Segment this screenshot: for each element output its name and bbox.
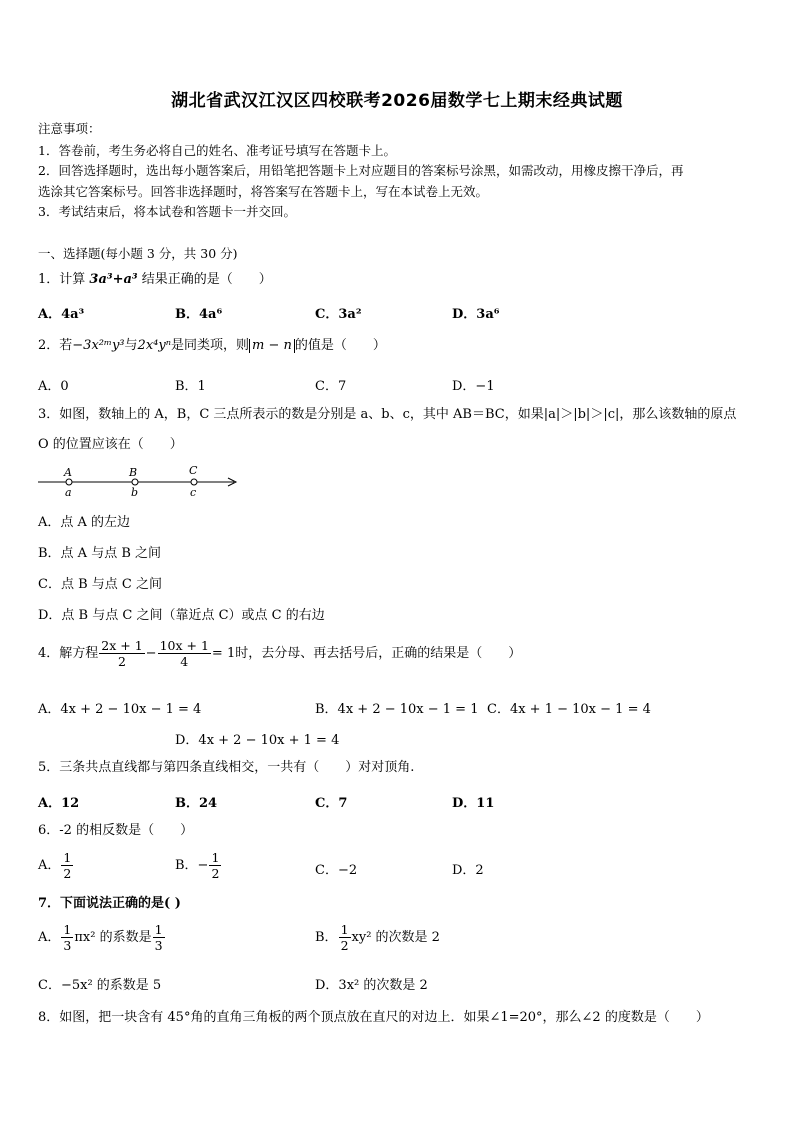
q6-option-b-label: B．−	[175, 858, 209, 873]
q2-stem	[38, 338, 386, 354]
q3-stem-line1: 3．如图，数轴上的 A，B，C 三点所表示的数是分别是 a、b、c，其中 AB＝BC，如果|a|＞|b|＞|c|，那么该数轴的原点	[38, 407, 737, 422]
q7-b-text: xy² 的次数是 2	[351, 930, 440, 945]
notice-item-1: 1．答卷前，考生务必将自己的姓名、准考证号填写在答题卡上。	[38, 143, 396, 158]
q8-stem: 8．如图，把一块含有 45°角的直角三角板的两个顶点放在直尺的对边上．如果∠1=20°，那么∠2 的度数是（ ）	[38, 1010, 709, 1025]
q1-expr: 3a³+a³	[89, 272, 138, 287]
q4-stem-post: 时，去分母、再去括号后，正确的结果是（ ）	[235, 646, 522, 661]
notice-heading: 注意事项：	[38, 121, 101, 136]
label-lower-b: b	[131, 486, 139, 499]
q6-option-a-fraction	[61, 850, 73, 881]
q4-option-c: C．4x + 1 − 10x − 1 = 4	[487, 702, 651, 717]
q7-b-fraction	[339, 922, 351, 953]
q4-option-a: A．4x + 2 − 10x − 1 = 4	[38, 702, 202, 717]
q4-option-b: B．4x + 2 − 10x − 1 = 1	[315, 702, 479, 717]
q1-stem-post: 结果正确的是（ ）	[137, 272, 272, 287]
label-upper-a: A	[64, 466, 72, 479]
q4-stem-pre: 4．解方程	[38, 646, 99, 661]
q7-a-fraction	[61, 922, 73, 953]
label-lower-c: c	[190, 486, 197, 499]
q6-a-num: 1	[63, 850, 72, 865]
q6-stem: 6．-2 的相反数是（ ）	[38, 823, 194, 838]
q6-option-c: C．−2	[315, 863, 358, 878]
q6-b-den: 2	[211, 866, 220, 881]
q4-option-d: D．4x + 2 − 10x + 1 = 4	[175, 733, 340, 748]
q6-b-num: 1	[211, 850, 220, 865]
q2-stem-post: 的值是（ ）	[294, 338, 386, 353]
q7-option-b-label: B．	[315, 930, 338, 945]
q7-a-num: 1	[63, 922, 72, 937]
q4-frac2-den: 4	[180, 654, 189, 669]
q3-option-b: B．点 A 与点 B 之间	[38, 546, 162, 561]
point-b	[132, 479, 138, 485]
q1-stem-pre: 1．计算	[38, 272, 90, 287]
q5-option-c: C．7	[315, 796, 348, 811]
q6-a-den: 2	[63, 866, 72, 881]
q3-option-a: A．点 A 的左边	[38, 515, 131, 530]
q7-option-b	[315, 922, 440, 953]
q2-option-b: B．1	[175, 379, 206, 394]
q4-fraction-1	[99, 638, 144, 669]
q2-expr2: 2x⁴yⁿ	[137, 338, 171, 353]
q7-a-den: 3	[63, 938, 72, 953]
q7-b-num: 1	[340, 922, 349, 937]
q4-eq: = 1	[211, 646, 236, 661]
notice-item-2-cont: 选涂其它答案标号。回答非选择题时，将答案写在答题卡上，写在本试卷上无效。	[38, 184, 489, 199]
q4-stem	[38, 638, 521, 669]
label-upper-b: B	[129, 466, 138, 479]
q5-option-b: B．24	[175, 796, 218, 811]
number-line-figure	[34, 462, 244, 500]
q3-option-c: C．点 B 与点 C 之间	[38, 577, 162, 592]
section-heading: 一、选择题(每小题 3 分，共 30 分)	[38, 246, 238, 261]
label-upper-c: C	[189, 464, 198, 477]
notice-item-2: 2．回答选择题时，选出每小题答案后，用铅笔把答题卡上对应题目的答案标号涂黑，如需改动，用橡皮擦干净后，再	[38, 163, 684, 178]
page-title: 湖北省武汉江汉区四校联考2026届数学七上期末经典试题	[171, 91, 623, 111]
q3-stem-line2: O 的位置应该在（ ）	[38, 437, 183, 452]
q4-minus: −	[145, 646, 157, 661]
q1-option-b: B．4a⁶	[175, 307, 223, 322]
notice-item-3: 3．考试结束后，将本试卷和答题卡一并交回。	[38, 204, 296, 219]
q5-option-a: A．12	[38, 796, 80, 811]
q2-option-c: C．7	[315, 379, 347, 394]
q4-frac2-num: 10x + 1	[159, 638, 209, 653]
q7-a-num2: 1	[154, 922, 163, 937]
q1-option-a: A．4a³	[38, 307, 85, 322]
q4-fraction-2	[158, 638, 211, 669]
q6-option-b	[175, 850, 222, 881]
label-lower-a: a	[65, 486, 72, 499]
q1-option-c: C．3a²	[315, 307, 362, 322]
q2-mid2: 是同类项，则	[170, 338, 249, 353]
q7-option-c: C．−5x² 的系数是 5	[38, 978, 162, 993]
q7-option-a	[38, 922, 166, 953]
q7-option-a-label: A．	[38, 930, 61, 945]
q2-option-a: A．0	[38, 379, 69, 394]
q1-option-d: D．3a⁶	[452, 307, 500, 322]
q4-frac1-num: 2x + 1	[101, 638, 143, 653]
q5-option-d: D．11	[452, 796, 495, 811]
q7-a-fraction-2	[153, 922, 165, 953]
q6-option-a-label: A．	[38, 858, 61, 873]
q6-option-d: D．2	[452, 863, 484, 878]
q7-a-den2: 3	[154, 938, 163, 953]
q6-option-a	[38, 850, 74, 881]
q2-abs-expr: m − n	[249, 339, 295, 353]
q2-expr1: −3x²ᵐy³	[72, 338, 125, 353]
q7-b-den: 2	[340, 938, 349, 953]
q7-option-d: D．3x² 的次数是 2	[315, 978, 428, 993]
q5-stem: 5．三条共点直线都与第四条直线相交，一共有（ ）对对顶角.	[38, 760, 415, 775]
q2-stem-pre: 2．若	[38, 338, 73, 353]
q4-frac1-den: 2	[118, 654, 126, 669]
point-c	[191, 479, 197, 485]
q7-stem: 7．下面说法正确的是( )	[38, 896, 181, 911]
q2-mid1: 与	[124, 338, 138, 353]
q3-option-d: D．点 B 与点 C 之间（靠近点 C）或点 C 的右边	[38, 608, 325, 623]
point-a	[66, 479, 72, 485]
q6-option-b-fraction	[209, 850, 221, 881]
q2-option-d: D．−1	[452, 379, 495, 394]
q7-a-text: πx² 的系数是	[74, 930, 152, 945]
q1-stem	[38, 272, 272, 288]
